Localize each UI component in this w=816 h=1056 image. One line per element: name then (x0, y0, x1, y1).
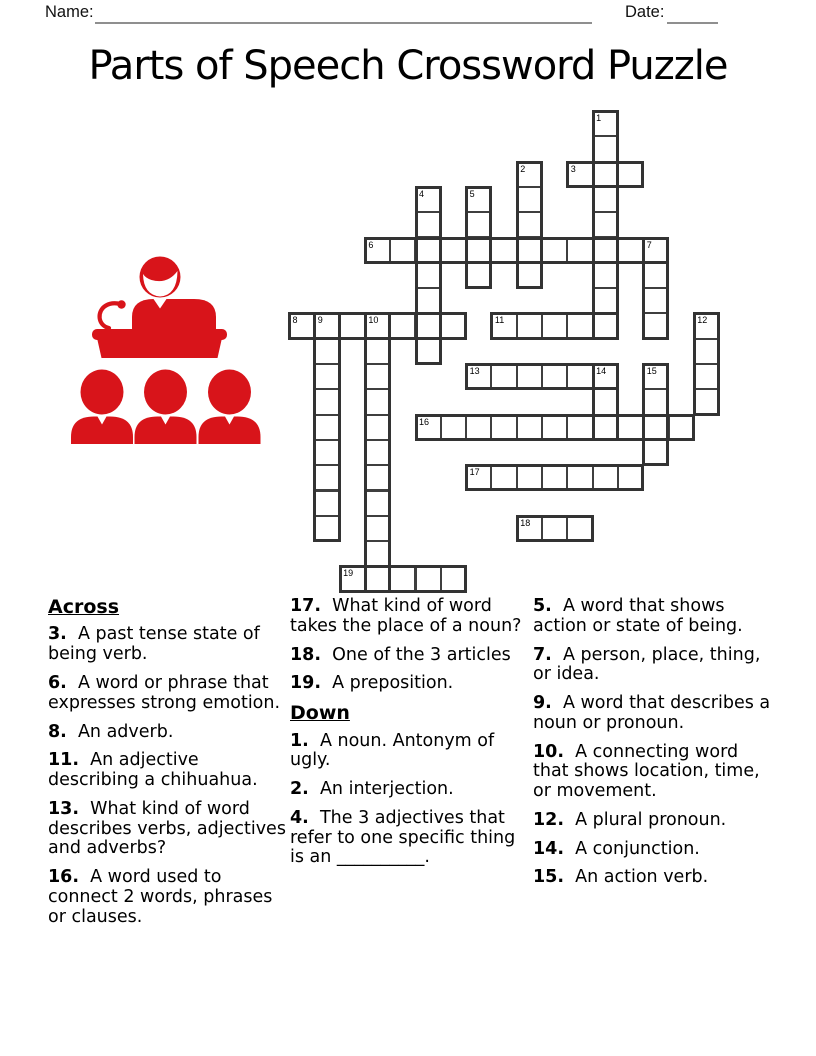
grid-cell[interactable] (566, 464, 593, 491)
grid-cell[interactable] (693, 388, 720, 415)
grid-cell[interactable] (364, 414, 391, 441)
grid-cell[interactable] (465, 186, 492, 213)
grid-cell[interactable] (364, 515, 391, 542)
grid-cell[interactable] (566, 312, 593, 339)
grid-cell[interactable] (541, 237, 568, 264)
grid-cell[interactable] (541, 363, 568, 390)
grid-cell[interactable] (541, 515, 568, 542)
audience-icons (71, 370, 261, 445)
grid-cell[interactable] (516, 515, 543, 542)
grid-cell[interactable] (592, 237, 619, 264)
cell-number: 17 (469, 467, 480, 478)
grid-cell[interactable] (592, 414, 619, 441)
clue-number: 16. (48, 867, 80, 888)
cell-number: 8 (292, 315, 298, 326)
clue-number: 7. (533, 644, 552, 665)
cell-number: 4 (419, 188, 425, 199)
cell-number: 13 (469, 366, 480, 376)
clue-section-header: Down (290, 702, 350, 725)
clue-item: 1. A noun. Antonym of ugly. (290, 730, 495, 771)
grid-cell[interactable] (693, 363, 720, 390)
name-label: Name: (45, 3, 94, 21)
clue-number: 15. (533, 867, 565, 888)
grid-cell[interactable] (415, 186, 442, 213)
clue-number: 8. (48, 721, 67, 742)
grid-cell[interactable] (592, 211, 619, 238)
grid-cell[interactable] (566, 363, 593, 390)
clue-number: 13. (48, 798, 80, 819)
grid-cell[interactable] (415, 338, 442, 365)
grid-cell[interactable] (465, 211, 492, 238)
grid-cell[interactable] (440, 312, 467, 339)
grid-cell[interactable] (516, 186, 543, 213)
grid-cell[interactable] (516, 464, 543, 491)
grid-cell[interactable] (364, 363, 391, 390)
cell-number: 1 (596, 113, 602, 123)
page-title: Parts of Speech Crossword Puzzle (88, 43, 728, 89)
speaker-podium-audience-illustration (64, 246, 264, 451)
grid-cell[interactable] (339, 565, 366, 592)
cell-number: 9 (317, 315, 323, 326)
clue-number: 11. (48, 750, 80, 771)
grid-cell[interactable] (465, 414, 492, 441)
clue-item: 14. A conjunction. (533, 838, 700, 859)
clue-number: 2. (290, 779, 309, 800)
grid-cell[interactable] (592, 312, 619, 339)
clue-number: 19. (290, 673, 322, 694)
grid-cell[interactable] (415, 287, 442, 314)
grid-cell[interactable] (415, 237, 442, 264)
grid-cell[interactable] (592, 287, 619, 314)
grid-cell[interactable] (465, 262, 492, 289)
grid-cell[interactable] (592, 363, 619, 390)
grid-cell[interactable] (566, 414, 593, 441)
clue-item: 4. The 3 adjectives that refer to one specific thing is an __________. (290, 807, 516, 868)
grid-cell[interactable] (415, 414, 442, 441)
speaker-figure-icon (132, 257, 216, 331)
grid-cell[interactable] (592, 161, 619, 188)
grid-cell[interactable] (516, 312, 543, 339)
clue-section-header: Across (48, 596, 120, 618)
clue-item: 17. What kind of word takes the place of a noun? (290, 596, 522, 636)
grid-cell[interactable] (364, 338, 391, 365)
clue-number: 18. (290, 644, 322, 665)
clue-column (533, 597, 778, 897)
clue-item: 11. An adjective describing a chihuahua. (48, 750, 258, 791)
clue-number: 17. (290, 596, 322, 616)
clue-item: 9. A word that describes a noun or pronoun. (533, 693, 771, 733)
grid-cell[interactable] (364, 540, 391, 567)
grid-cell[interactable] (313, 464, 340, 491)
grid-cell[interactable] (693, 312, 720, 339)
cell-number: 18 (520, 517, 531, 528)
grid-cell[interactable] (642, 287, 669, 314)
clue-item: 13. What kind of word describes verbs, adjectives and adverbs? (48, 798, 286, 859)
grid-cell[interactable] (490, 363, 517, 390)
clue-item: 18. One of the 3 articles (290, 644, 511, 665)
grid-cell[interactable] (364, 237, 391, 264)
grid-cell[interactable] (592, 110, 619, 137)
grid-cell[interactable] (693, 338, 720, 365)
grid-cell[interactable] (288, 312, 315, 339)
clue-item: 5. A word that shows action or state of being. (533, 596, 743, 636)
grid-cell[interactable] (313, 388, 340, 415)
grid-cell[interactable] (313, 363, 340, 390)
grid-cell[interactable] (592, 186, 619, 213)
clue-number: 14. (533, 838, 565, 859)
clue-number: 6. (48, 673, 67, 693)
grid-cell[interactable] (490, 464, 517, 491)
cell-number: 16 (419, 416, 430, 427)
name-fill-line[interactable] (95, 2, 592, 24)
clue-number: 10. (533, 741, 565, 762)
grid-cell[interactable] (440, 237, 467, 264)
clue-item: 8. An adverb. (48, 721, 174, 742)
clue-item: 10. A connecting word that shows location, time, or movement. (533, 741, 760, 802)
grid-cell[interactable] (516, 237, 543, 264)
grid-cell[interactable] (516, 211, 543, 238)
grid-cell[interactable] (642, 262, 669, 289)
clue-item: 12. A plural pronoun. (533, 809, 727, 830)
clue-item: 3. A past tense state of being verb. (48, 624, 260, 665)
grid-cell[interactable] (465, 464, 492, 491)
grid-cell[interactable] (364, 312, 391, 339)
grid-cell[interactable] (440, 414, 467, 441)
clue-number: 9. (533, 693, 552, 714)
grid-cell[interactable] (313, 338, 340, 365)
grid-cell[interactable] (313, 490, 340, 517)
grid-cell[interactable] (516, 414, 543, 441)
grid-cell[interactable] (516, 262, 543, 289)
cell-number: 3 (570, 163, 576, 174)
grid-cell[interactable] (465, 363, 492, 390)
date-label: Date: (625, 3, 665, 21)
grid-cell[interactable] (339, 312, 366, 339)
clue-item: 6. A word or phrase that expresses strong emotion. (48, 673, 281, 713)
grid-cell[interactable] (415, 211, 442, 238)
grid-cell[interactable] (364, 464, 391, 491)
clue-item: 2. An interjection. (290, 779, 454, 800)
grid-cell[interactable] (617, 237, 644, 264)
cell-number: 19 (343, 568, 354, 579)
microphone-icon (100, 300, 126, 328)
grid-cell[interactable] (541, 464, 568, 491)
clue-item: 16. A word used to connect 2 words, phrases or clauses. (48, 867, 273, 927)
clue-number: 1. (290, 730, 309, 751)
cell-number: 7 (646, 239, 652, 250)
clue-number: 4. (290, 807, 309, 828)
grid-cell[interactable] (364, 565, 391, 592)
grid-cell[interactable] (668, 414, 695, 441)
grid-cell[interactable] (415, 312, 442, 339)
grid-cell[interactable] (516, 363, 543, 390)
grid-cell[interactable] (566, 161, 593, 188)
clue-item: 7. A person, place, thing, or idea. (533, 644, 761, 685)
grid-cell[interactable] (415, 262, 442, 289)
cell-number: 10 (368, 315, 379, 326)
grid-cell[interactable] (313, 515, 340, 542)
grid-cell[interactable] (313, 414, 340, 441)
grid-cell[interactable] (642, 414, 669, 441)
clue-item: 15. An action verb. (533, 867, 709, 888)
grid-cell[interactable] (364, 388, 391, 415)
cell-number: 2 (520, 163, 526, 174)
grid-cell[interactable] (389, 237, 416, 264)
grid-cell[interactable] (592, 388, 619, 415)
cell-number: 11 (494, 315, 505, 326)
grid-cell[interactable] (642, 388, 669, 415)
clue-number: 3. (48, 624, 67, 645)
clue-item: 19. A preposition. (290, 673, 454, 694)
grid-cell[interactable] (617, 414, 644, 441)
clue-column (290, 597, 528, 877)
grid-cell[interactable] (465, 237, 492, 264)
cell-number: 15 (646, 366, 657, 376)
grid-cell[interactable] (541, 312, 568, 339)
grid-cell[interactable] (313, 439, 340, 466)
grid-cell[interactable] (490, 312, 517, 339)
clue-number: 5. (533, 596, 552, 616)
clue-number: 12. (533, 809, 565, 830)
podium-icon (92, 329, 227, 358)
date-fill-line[interactable] (667, 2, 718, 24)
grid-cell[interactable] (389, 312, 416, 339)
grid-cell[interactable] (617, 161, 644, 188)
cell-number: 12 (697, 315, 708, 326)
grid-cell[interactable] (642, 312, 669, 339)
grid-cell[interactable] (642, 237, 669, 264)
grid-cell[interactable] (415, 565, 442, 592)
grid-cell[interactable] (617, 464, 644, 491)
grid-cell[interactable] (364, 439, 391, 466)
cell-number: 14 (596, 366, 607, 376)
grid-cell[interactable] (516, 161, 543, 188)
grid-cell[interactable] (490, 414, 517, 441)
grid-cell[interactable] (440, 565, 467, 592)
grid-cell[interactable] (592, 464, 619, 491)
grid-cell[interactable] (364, 490, 391, 517)
grid-cell[interactable] (490, 237, 517, 264)
grid-cell[interactable] (389, 565, 416, 592)
grid-cell[interactable] (592, 262, 619, 289)
grid-cell[interactable] (566, 515, 593, 542)
grid-cell[interactable] (313, 312, 340, 339)
clue-column (48, 597, 286, 936)
grid-cell[interactable] (541, 414, 568, 441)
grid-cell[interactable] (642, 439, 669, 466)
grid-cell[interactable] (592, 135, 619, 162)
cell-number: 5 (469, 188, 475, 199)
cell-number: 6 (368, 239, 374, 250)
grid-cell[interactable] (566, 237, 593, 264)
grid-cell[interactable] (642, 363, 669, 390)
